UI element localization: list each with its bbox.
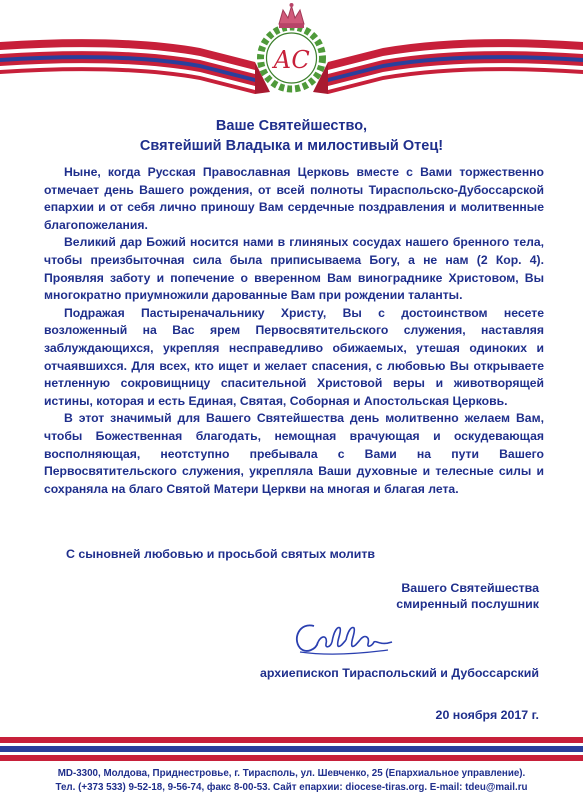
footer-contacts-line: Тел. (+373 533) 9-52-18, 9-56-74, факс 8-00-53. Сайт епархии: diocese-tiras.org. E-mail: tdeu@mail.ru <box>55 782 528 793</box>
footer-address: MD-3300, Молдова, Приднестровье, г. Тирасполь, ул. Шевченко, 25 (Епархиальное управление). <box>57 768 526 779</box>
letter-body <box>44 164 544 498</box>
crown-icon <box>279 3 304 28</box>
salutation-line-2: Святейший Владыка и милостивый Отец! <box>139 138 444 154</box>
footer-stripes <box>0 737 583 761</box>
monogram: АС <box>273 46 310 74</box>
salutation-line-1: Ваше Святейшество, <box>215 118 368 134</box>
closing-line: С сыновней любовью и просьбой святых молитв <box>66 547 376 561</box>
paragraph: Подражая Пастыреначальнику Христу, Вы с достоинством несете возложенный на Вас ярем Первосвятительского служения, наставляя заблуждающихся, укрепляя несправедливо обижаемых, утешая одиноких и отчаявшихся. Для всех, кто ищет и желает спасения, с любовью Вы открываете нетленную сокровищницу спасительной Христовой веры и животворящей истины, которая и есть Единая, Святая, Соборная и Апостольская Церковь. <box>44 305 544 408</box>
right-ribbon <box>328 39 583 94</box>
ribbon-emblem-graphic <box>0 0 583 110</box>
paragraph: Великий дар Божий носится нами в глиняных сосудах нашего бренного тела, чтобы преизбыточная сила была приписываема Богу, а не нам (2 Кор. 4). Проявляя заботу и попечение о вверенном Вам винограднике Христовом, Вы многократно приумножили дарованные Вам при рождении таланты. <box>44 235 544 303</box>
signature-block-line-1: Вашего Святейшества <box>401 581 539 595</box>
author-position: архиепископ Тираспольский и Дубоссарский <box>260 666 539 680</box>
paragraph: Ныне, когда Русская Православная Церковь вместе с Вами торжественно отмечает день Вашего рождения, от всей полноты Тираспольско-Дубоссарской епархии и от себя лично приношу Вам сердечные поздравления и молитвенные благопожелания. <box>44 165 544 232</box>
paragraph: В этот значимый для Вашего Святейшества день молитвенно желаем Вам, чтобы Божественная благодать, немощная врачующая и оскудевающая восполняющая, неотступно пребывала с Вами на пути Вашего Первосвятительского служения, укрепляла Ваши духовные и телесные силы и сохраняла на благо Святой Матери Церкви на многая и благая лета. <box>44 411 544 496</box>
handwritten-signature <box>288 612 398 662</box>
letter-date: 20 ноября 2017 г. <box>435 708 539 722</box>
salutation <box>0 116 583 156</box>
left-ribbon <box>0 39 255 94</box>
signature-block <box>396 580 539 612</box>
footer-contacts <box>0 767 583 795</box>
letterhead-header <box>0 0 583 110</box>
signature-block-line-2: смиренный послушник <box>396 597 539 611</box>
